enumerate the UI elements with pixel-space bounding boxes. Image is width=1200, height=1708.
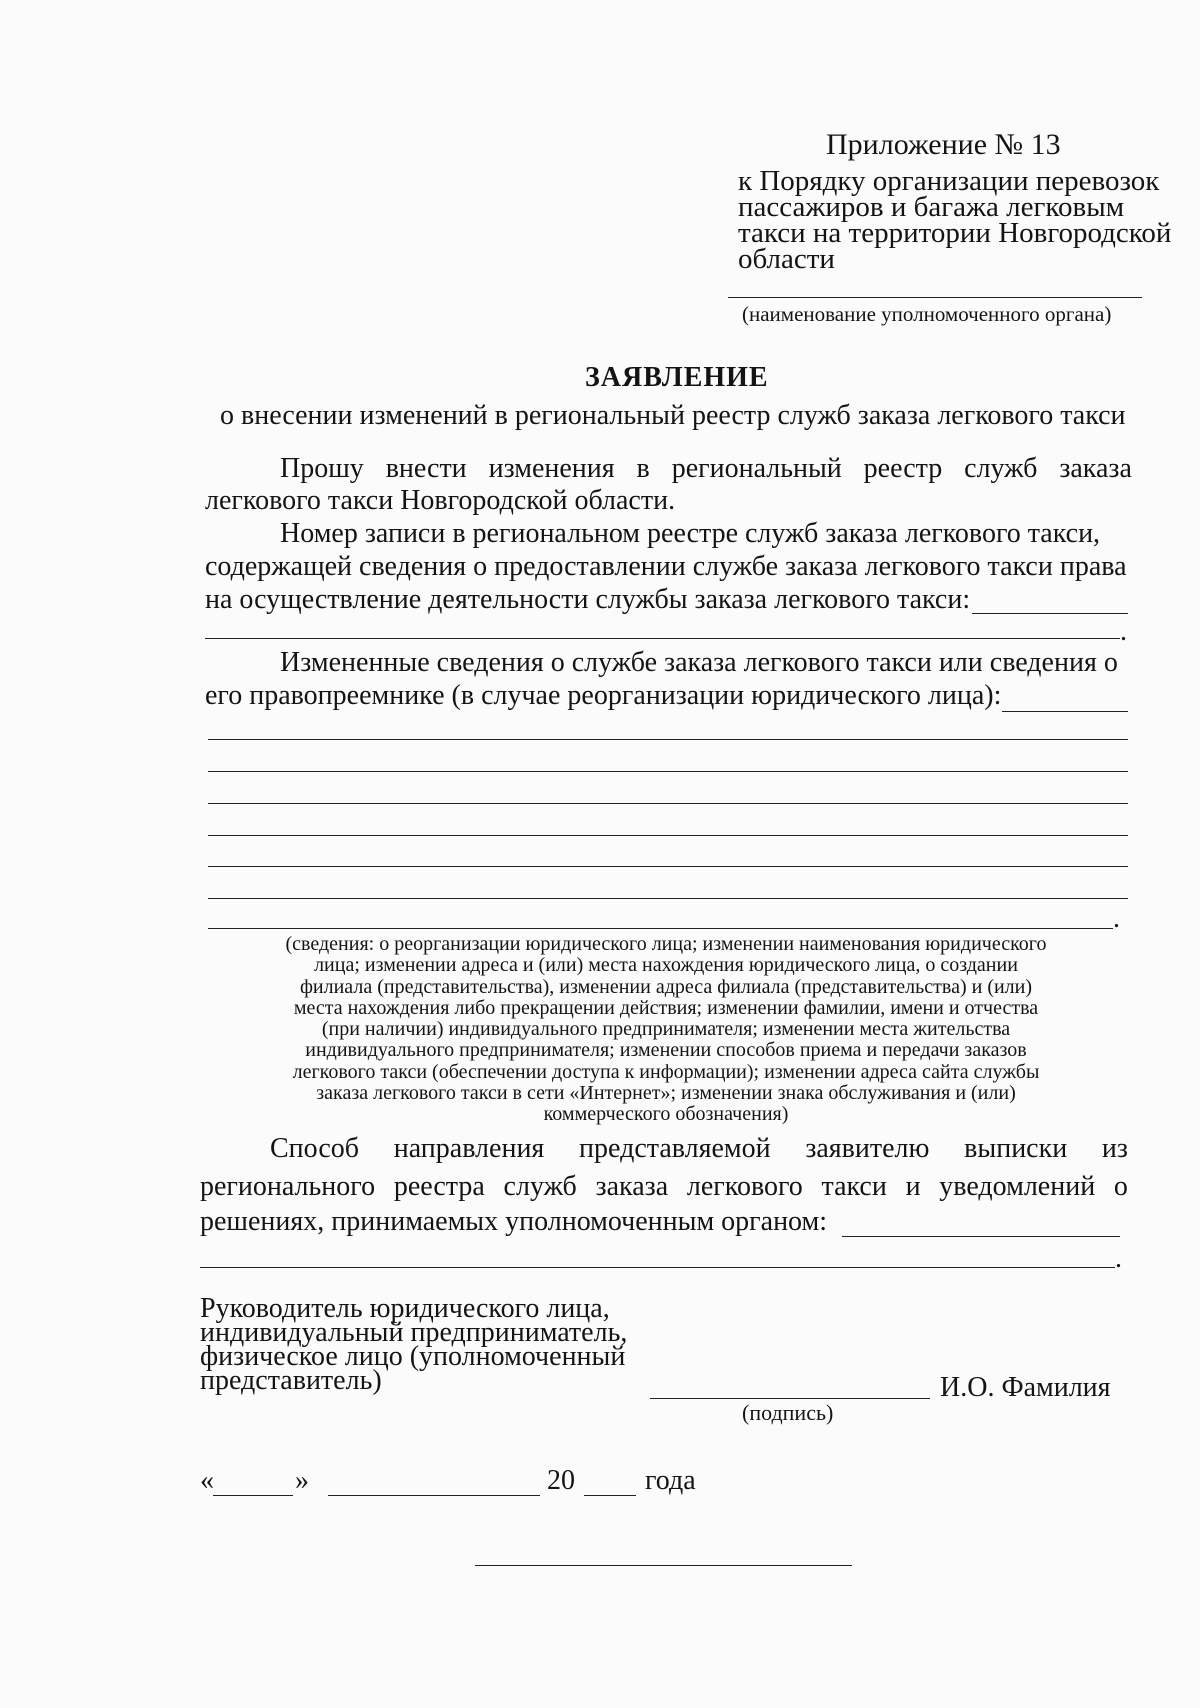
authority-caption: (наименование уполномоченного органа): [742, 302, 1112, 326]
date-year-field[interactable]: [584, 1495, 636, 1496]
document-subtitle: о внесении изменений в региональный реестр служб заказа легкового такси: [220, 400, 1126, 431]
caption-line: филиала (представительства), изменении адреса филиала (представительства) и (или): [299, 975, 1033, 998]
changed-info-field-0[interactable]: [1002, 711, 1128, 712]
annex-line-2: пассажиров и багажа легковым: [738, 191, 1125, 223]
period: .: [1113, 903, 1120, 934]
annex-line-3: такси на территории Новгородской: [738, 217, 1172, 249]
signer-role-1: Руководитель юридического лица,: [200, 1293, 610, 1324]
delivery-word: выписки: [964, 1133, 1068, 1164]
request-word: заказа: [1059, 453, 1132, 484]
annex-line-1: к Порядку организации перевозок: [738, 165, 1160, 197]
footer-separator: [475, 1565, 852, 1566]
request-word: изменения: [488, 453, 615, 484]
delivery-line-1: [270, 1132, 1128, 1166]
date-open-quote: «: [200, 1465, 214, 1496]
delivery-field-1[interactable]: [842, 1236, 1120, 1237]
caption-line: места нахождения либо прекращении действия; изменении фамилии, имени и отчества: [293, 996, 1039, 1019]
record-number-field-1[interactable]: [972, 613, 1128, 614]
delivery-word: заказа: [595, 1171, 669, 1202]
request-word: Прошу: [280, 453, 364, 484]
signer-role-3: физическое лицо (уполномоченный: [200, 1341, 626, 1372]
changed-line-2: его правопреемнике (в случае реорганизации юридического лица):: [205, 680, 1002, 711]
changed-info-field-4[interactable]: [208, 835, 1128, 836]
delivery-line-2: [200, 1170, 1128, 1204]
changed-info-field-2[interactable]: [208, 771, 1128, 772]
caption-line: лица; изменении адреса и (или) места нахождения юридического лица, о создании: [314, 954, 1018, 977]
delivery-word: легкового: [686, 1171, 803, 1202]
delivery-word: из: [1101, 1133, 1128, 1164]
period: .: [1115, 1243, 1122, 1274]
request-word: региональный: [671, 453, 842, 484]
request-line-2: легкового такси Новгородской области.: [205, 485, 676, 516]
record-line-2: содержащей сведения о предоставлении службе заказа легкового такси права: [205, 551, 1127, 582]
request-word: в: [636, 453, 650, 484]
delivery-word: уведомлений: [939, 1171, 1096, 1202]
delivery-word: о: [1113, 1171, 1128, 1202]
signature-caption: (подпись): [742, 1400, 834, 1425]
caption-line: коммерческого обозначения): [543, 1103, 789, 1126]
delivery-field-2[interactable]: [200, 1267, 1115, 1268]
caption-line: легкового такси (обеспечении доступа к информации); изменении адреса сайта службы: [292, 1060, 1040, 1083]
delivery-word: реестра: [393, 1171, 485, 1202]
caption-line: (при наличии) индивидуального предпринимателя; изменении места жительства: [321, 1018, 1011, 1041]
changed-info-caption: [205, 934, 1127, 1126]
authority-underline: [728, 297, 1142, 298]
request-word: служб: [964, 453, 1038, 484]
request-word: внести: [385, 453, 467, 484]
record-number-field-2[interactable]: [205, 638, 1120, 639]
record-line-1: Номер записи в региональном реестре служб заказа легкового такси,: [280, 518, 1101, 549]
delivery-word: служб: [503, 1171, 577, 1202]
date-day-field[interactable]: [213, 1495, 293, 1496]
changed-info-field-5[interactable]: [208, 866, 1128, 867]
signer-name: И.О. Фамилия: [940, 1372, 1111, 1403]
period: .: [1120, 616, 1127, 647]
caption-line: заказа легкового такси в сети «Интернет»; изменении знака обслуживания и (или): [316, 1082, 1016, 1105]
signature-field[interactable]: [650, 1398, 930, 1399]
date-close-quote: »: [295, 1465, 309, 1496]
caption-line: (сведения: о реорганизации юридического лица; изменении наименования юридического: [285, 933, 1047, 955]
request-word: реестр: [863, 453, 943, 484]
signer-role-4: представитель): [200, 1365, 382, 1396]
changed-info-field-1[interactable]: [208, 739, 1128, 740]
delivery-word: направления: [393, 1133, 545, 1164]
delivery-word: и: [905, 1171, 921, 1202]
delivery-word: такси: [821, 1171, 887, 1202]
signer-role-2: индивидуальный предприниматель,: [200, 1317, 628, 1348]
changed-info-field-6[interactable]: [208, 898, 1128, 899]
record-line-3: на осуществление деятельности службы заказа легкового такси:: [205, 584, 971, 615]
annex-title: Приложение № 13: [826, 128, 1061, 161]
delivery-word: регионального: [200, 1171, 376, 1202]
delivery-word: заявителю: [805, 1133, 930, 1164]
date-year-prefix: 20: [547, 1465, 575, 1496]
annex-line-4: области: [738, 243, 835, 275]
delivery-word: Способ: [270, 1133, 360, 1164]
delivery-line-3: решениях, принимаемых уполномоченным органом:: [200, 1206, 828, 1237]
date-year-suffix: года: [645, 1465, 696, 1496]
changed-info-field-7[interactable]: [208, 928, 1113, 929]
changed-line-1: Измененные сведения о службе заказа легкового такси или сведения о: [280, 647, 1118, 678]
request-line-1: [280, 452, 1132, 486]
document-title: ЗАЯВЛЕНИЕ: [585, 362, 769, 393]
date-month-field[interactable]: [328, 1495, 540, 1496]
changed-info-field-3[interactable]: [208, 803, 1128, 804]
caption-line: индивидуального предпринимателя; изменении способов приема и передачи заказов: [305, 1039, 1027, 1062]
delivery-word: представляемой: [579, 1133, 771, 1164]
